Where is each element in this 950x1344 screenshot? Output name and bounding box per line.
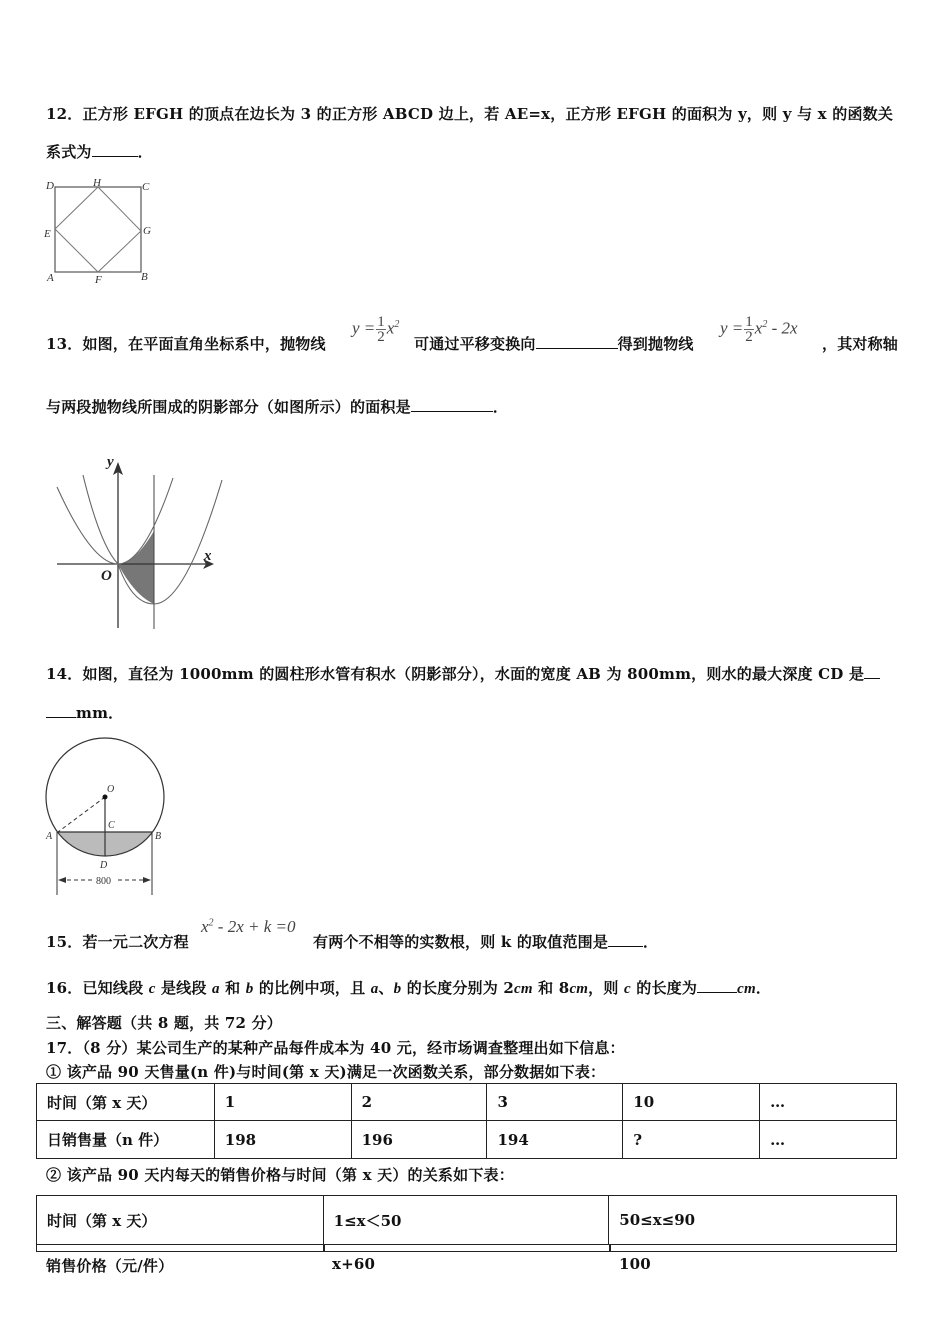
label-D: D bbox=[46, 180, 54, 192]
table-row: 日销售量（n 件） 198 196 194 ? … bbox=[37, 1121, 897, 1159]
label-G: G bbox=[143, 225, 151, 237]
q15-suffix-line: 有两个不相等的实数根，则 k 的取值范围是 ． bbox=[313, 933, 659, 951]
q13-line1 bbox=[46, 333, 326, 354]
q12-line2 bbox=[46, 141, 153, 162]
q13-mid: 可通过平移变换向 得到抛物线 bbox=[414, 335, 694, 353]
price-row-value-2: 100 bbox=[619, 1255, 651, 1273]
q14-line1: 14．如图，直径为 1000mm 的圆柱形水管有积水（阴影部分），水面的宽度 AB 为 800mm，则水的最大深度 CD 是 bbox=[46, 663, 880, 684]
q15-equation: $x^2 - 2x + k =0$ bbox=[201, 917, 296, 936]
label-D: D bbox=[100, 860, 108, 871]
label-H: H bbox=[93, 177, 101, 189]
label-O: O bbox=[107, 784, 115, 795]
q13-equation-2: y = $\frac{1}{2}$ $x^2 - 2x$ bbox=[720, 314, 798, 345]
label-A: A bbox=[46, 831, 53, 842]
label-C: C bbox=[142, 181, 150, 193]
q17-sales-table bbox=[36, 1083, 897, 1159]
label-B: B bbox=[155, 831, 162, 842]
label-E: E bbox=[44, 228, 51, 240]
price-table-row-2-top bbox=[36, 1244, 897, 1252]
q12-line2-suffix: ． bbox=[137, 143, 153, 161]
q14-answer-blank bbox=[46, 703, 76, 718]
q12-square-figure bbox=[40, 175, 170, 290]
q13-suffix: ，其对称轴 bbox=[822, 335, 899, 353]
q13-area-blank bbox=[411, 397, 493, 412]
q14-pipe-figure bbox=[40, 735, 180, 900]
label-C: C bbox=[108, 820, 115, 831]
section-3-title: 三、解答题（共 8 题，共 72 分） bbox=[46, 1014, 283, 1032]
q13-parabola-figure bbox=[40, 445, 230, 635]
q15-prefix: 15．若一元二次方程 bbox=[46, 933, 189, 951]
q17-info-2: ② 该产品 90 天内每天的销售价格与时间（第 x 天）的关系如下表： bbox=[46, 1166, 514, 1184]
q13-prefix: 13．如图，在平面直角坐标系中，抛物线 bbox=[46, 335, 326, 353]
q16-answer-blank bbox=[697, 978, 737, 993]
q13-line2: 与两段抛物线所围成的阴影部分（如图所示）的面积是 ． bbox=[46, 398, 509, 416]
table-row: 时间（第 x 天） 1≤x＜50 50≤x≤90 bbox=[37, 1196, 897, 1245]
q17-price-table bbox=[36, 1195, 897, 1245]
q13-direction-blank bbox=[536, 334, 618, 349]
width-label: 800 bbox=[96, 876, 111, 887]
origin-label: O bbox=[101, 568, 112, 584]
q17-intro: 17．（8 分）某公司生产的某种产品每件成本为 40 元，经市场调查整理出如下信息： bbox=[46, 1039, 625, 1057]
label-B: B bbox=[141, 271, 148, 283]
y-axis-label: y bbox=[107, 454, 114, 470]
q15-answer-blank bbox=[608, 932, 643, 947]
price-row-label: 销售价格（元/件） bbox=[46, 1257, 174, 1275]
q13-equation-1: y = $\frac{1}{2}$ $x^2$ bbox=[352, 314, 400, 345]
label-F: F bbox=[95, 274, 102, 286]
q14-line2: mm． bbox=[46, 702, 123, 723]
x-axis-label: x bbox=[204, 548, 212, 564]
q16-line: 16．已知线段 c 是线段 a 和 b 的比例中项，且 a、b 的长度分别为 2cm 和 8cm，则 c 的长度为 cm． bbox=[46, 979, 772, 997]
q12-line2-prefix: 系式为 bbox=[46, 143, 92, 161]
q17-info-1: ① 该产品 90 天售量(n 件)与时间(第 x 天)满足一次函数关系，部分数据如下表： bbox=[46, 1063, 606, 1081]
q12-answer-blank bbox=[92, 142, 138, 157]
table-row: 时间（第 x 天） 1 2 3 10 … bbox=[37, 1084, 897, 1121]
q12-line1: 12．正方形 EFGH 的顶点在边长为 3 的正方形 ABCD 边上，若 AE=x，正方形 EFGH 的面积为 y，则 y 与 x 的函数关 bbox=[46, 105, 894, 123]
label-A: A bbox=[47, 272, 54, 284]
price-row-value-1: x+60 bbox=[332, 1255, 376, 1273]
